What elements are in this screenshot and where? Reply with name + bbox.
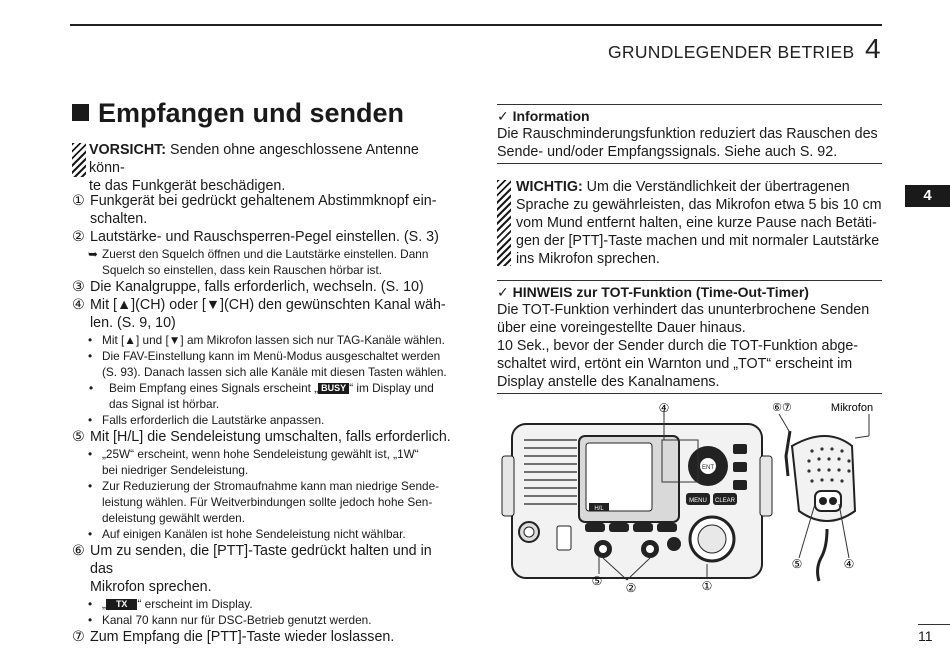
chapter-tab: 4 (905, 185, 950, 207)
caution-label: VORSICHT: (89, 142, 167, 158)
step-4-bullet: • Beim Empfang eines Signals erscheint „ BUSY “ im Display und das Signal ist hörbar. (89, 381, 434, 411)
caution-note (72, 141, 458, 195)
info-top-rule (497, 104, 882, 105)
caution-text: Senden ohne angeschlossene Antenne könn- (89, 142, 419, 176)
chapter-number: 4 (865, 33, 881, 64)
tx-indicator: TX (106, 599, 138, 610)
step-4-bullet: • Falls erforderlich die Lautstärke anpassen. (88, 413, 325, 427)
important-icon (497, 180, 511, 266)
section-heading: Empfangen und senden (72, 98, 404, 129)
step-4-bullet: • Mit [▲] und [▼] am Mikrofon lassen sich nur TAG-Kanäle wählen. (88, 333, 445, 347)
footer-rule (918, 624, 950, 625)
page-number: 11 (918, 628, 933, 644)
step-1: ① Funkgerät bei gedrückt gehaltenem Abstimmknopf ein- schalten. (72, 193, 437, 227)
step-4: ④ Mit [▲](CH) oder [▼](CH) den gewünschten Kanal wäh- len. (S. 9, 10) (72, 297, 446, 331)
microphone-label: Mikrofon (830, 402, 874, 414)
important-label: WICHTIG: (516, 179, 583, 195)
caution-text-2: te das Funkgerät beschädigen. (89, 178, 286, 194)
clear-button-label: CLEAR (714, 498, 736, 504)
info-bottom-rule (497, 163, 882, 164)
callout-4: ④ (658, 401, 670, 415)
step-2-note: ➥ Zuerst den Squelch öffnen und die Lautstärke einstellen. Dann Squelch so einstellen, dass kein Rauschen hörbar ist. (88, 247, 429, 277)
step-4-bullet: • Die FAV-Einstellung kann im Menü-Modus ausgeschaltet werden (S. 93). Danach lassen sich alle Kanäle mit diesen Tasten wählen. (88, 349, 447, 379)
hl-label: H/L (594, 506, 604, 512)
radio-illustration (497, 396, 882, 596)
step-3: ③ Die Kanalgruppe, falls erforderlich, wechseln. (S. 10) (72, 279, 424, 295)
callout-5-mic: ⑤ (791, 557, 803, 571)
info-heading: ✓ Information (497, 108, 590, 124)
arrow-icon: ➥ (88, 247, 98, 261)
tot-top-rule (497, 280, 882, 281)
top-rule (70, 24, 882, 26)
tot-bottom-rule (497, 393, 882, 394)
step-6: ⑥ Um zu senden, die [PTT]-Taste gedrückt halten und in das Mikrofon sprechen. (72, 543, 432, 595)
step-6-bullet: • „ TX “ erscheint im Display. (88, 597, 253, 611)
callout-6-7: ⑥⑦ (772, 402, 792, 414)
caution-icon (72, 143, 86, 177)
callout-2: ② (625, 581, 637, 595)
step-2: ② Lautstärke- und Rauschsperren-Pegel einstellen. (S. 3) (72, 229, 439, 245)
info-text: Die Rauschminderungsfunktion reduziert das Rauschen des Sende- und/oder Empfangssignals. Siehe auch S. 92. (497, 126, 878, 160)
busy-indicator: BUSY (318, 383, 349, 394)
callout-4-mic: ④ (843, 557, 855, 571)
step-5-bullet: • „25W“ erscheint, wenn hohe Sendeleistung gewählt ist, „1W“ bei niedriger Sendeleistung. (88, 447, 419, 477)
step-6-bullet: • Kanal 70 kann nur für DSC-Betrieb genutzt werden. (88, 613, 372, 627)
callout-5: ⑤ (591, 574, 603, 588)
callout-1: ① (701, 579, 713, 593)
tot-heading: ✓ HINWEIS zur TOT-Funktion (Time-Out-Timer) (497, 284, 809, 300)
menu-button-label: MENU (689, 498, 707, 504)
step-5: ⑤ Mit [H/L] die Sendeleistung umschalten, falls erforderlich. (72, 429, 451, 445)
svg-text:ENT: ENT (702, 465, 714, 471)
section-title: GRUNDLEGENDER BETRIEB (608, 42, 855, 62)
tot-text: Die TOT-Funktion verhindert das ununterbrochene Senden über eine voreingestellte Dauer hinaus. 10 Sek., bevor der Sender durch die TOT-Funktion abge- schaltet wird, ertönt ein Warnton und „TOT“ erscheint im Display anstelle des Kanalnamens. (497, 302, 870, 390)
radio-body (502, 424, 772, 578)
step-5-bullet: • Zur Reduzierung der Stromaufnahme kann man niedrige Sende- leistung wählen. Für Weitverbindungen sollte jedoch hohe Sen- deleistung gewählt werden. (88, 479, 440, 525)
square-bullet-icon (72, 104, 89, 121)
important-note: WICHTIG: Um die Verständlichkeit der übertragenen Sprache zu gewährleisten, das Mikrofon etwa 5 bis 10 cm vom Mund entfernt halten, eine kurze Pause nach Betäti- gen der [PTT]-Taste machen und mit normaler Lautstärke ins Mikrofon sprechen. (497, 178, 882, 268)
steps-list (72, 192, 458, 646)
step-5-bullet: • Auf einigen Kanälen ist hohe Sendeleistung nicht wählbar. (88, 527, 406, 541)
step-7: ⑦ Zum Empfang die [PTT]-Taste wieder loslassen. (72, 629, 395, 645)
dpad-icon (688, 446, 728, 486)
